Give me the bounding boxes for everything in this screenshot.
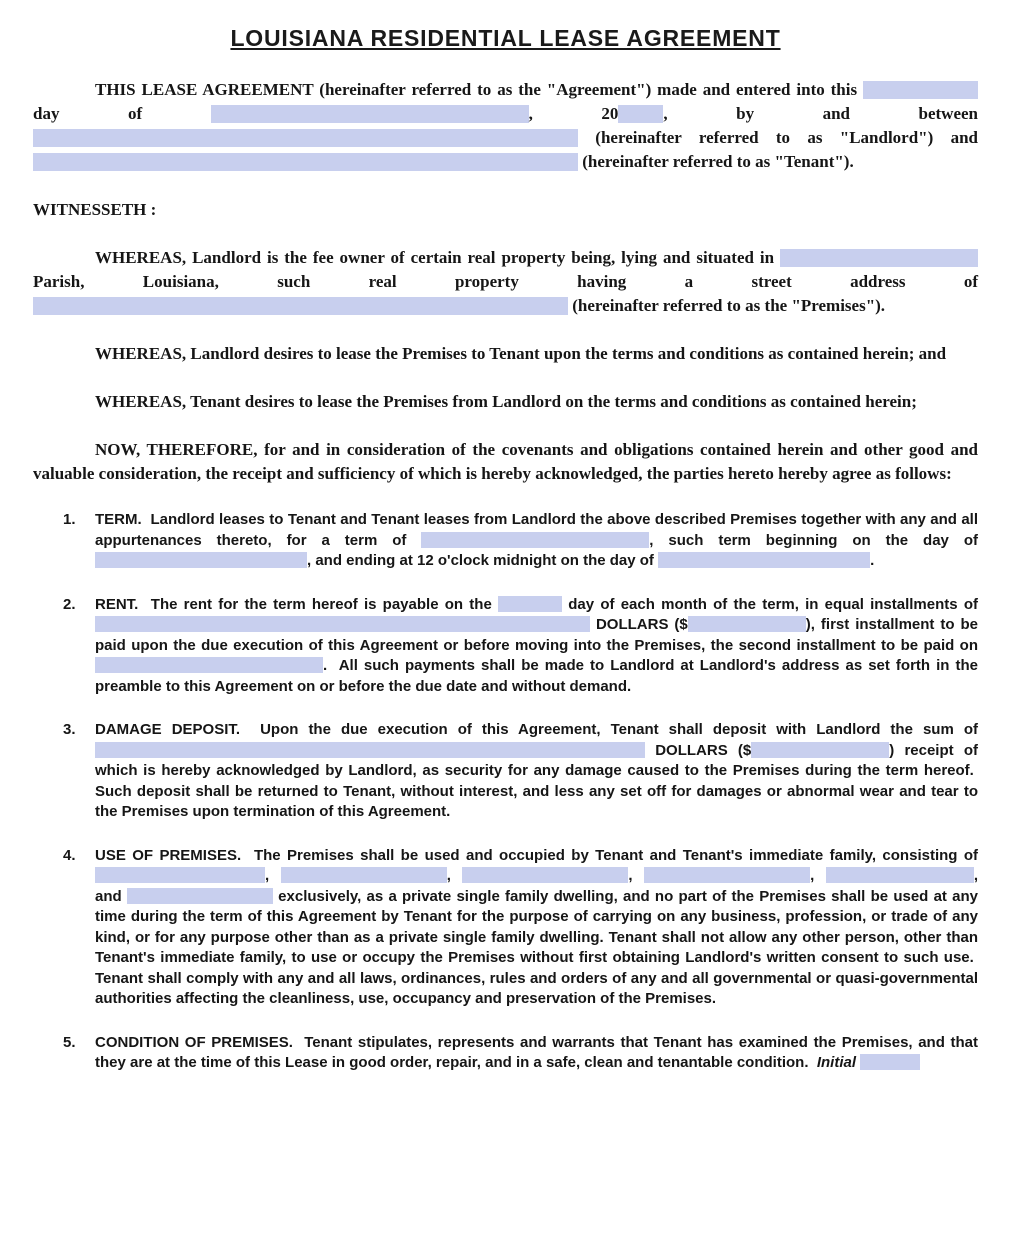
text-run: The Premises shall be used and occupied by Tenant and Tenant's immediate family, consisting of [253,846,978,864]
opening-paragraph [33,78,978,174]
text-run: , 20 [528,104,619,123]
section-damage-deposit [33,720,978,823]
occupant-2-field[interactable] [281,867,447,883]
text-run: THIS LEASE AGREEMENT (hereinafter referred to as the "Agreement") made and entered into this [95,80,863,99]
month-field[interactable] [211,105,529,123]
rent-amount-words-field[interactable] [95,616,590,632]
occupant-4-field[interactable] [644,867,810,883]
landlord-name-field[interactable] [33,129,578,147]
item-number: 4. [63,846,76,864]
text-run: , and ending at 12 o'clock midnight on the day of [307,552,659,569]
text-run: . [870,552,875,569]
text-run: , [628,867,645,884]
rent-amount-numeric-field[interactable] [688,616,806,632]
text-run: ), first installment to be paid upon the due execution of this Agreement or before moving into the Premises, the second installment to be paid on [95,616,979,654]
section-use-of-premises-heading: USE OF PREMISES. [95,846,254,864]
text-run: Upon the due execution of this Agreement, Tenant shall deposit with Landlord the sum of [260,721,978,738]
lease-term-field[interactable] [421,532,649,548]
text-run: (hereinafter referred to as "Tenant"). [578,152,854,171]
term-start-date-field[interactable] [95,552,307,568]
text-run: , by and between [663,104,978,123]
text-run: ) receipt of which is hereby acknowledged by Landlord, as security for any damage caused to the Premises during the term hereof. Such deposit shall be returned to Tenant, without interest, and less any set off for damages or abnormal wear and tear to the Premises upon termination of this Agreement. [95,741,978,820]
occupant-3-field[interactable] [462,867,628,883]
occupant-1-field[interactable] [95,867,265,883]
parish-field[interactable] [780,249,978,267]
term-end-date-field[interactable] [658,552,870,568]
text-run: The rent for the term hereof is payable on the [150,595,499,613]
section-condition-of-premises [33,1033,978,1074]
initials-field[interactable] [860,1054,920,1070]
text-run: Parish, Louisiana, such real property having a street address of [33,272,978,291]
text-run: WHEREAS, Landlord desires to lease the Premises to Tenant upon the terms and conditions as contained herein; and [95,344,947,363]
tenant-name-field[interactable] [33,153,578,171]
text-run: , such term beginning on the day of [649,531,978,549]
deposit-amount-words-field[interactable] [95,742,645,758]
text-run: WITNESSETH : [33,200,157,219]
section-rent-heading: RENT. [95,595,151,613]
text-run: WHEREAS, Tenant desires to lease the Premises from Landlord on the terms and conditions as contained herein; [95,392,917,411]
item-number: 1. [63,511,76,528]
text-run: Tenant stipulates, represents and warrants that Tenant has examined the Premises, and that they are at the time of this Lease in good order, repair, and in a safe, clean and tenantable condition. [95,1033,978,1071]
text-run: WHEREAS, Landlord is the fee owner of certain real property being, lying and situated in [95,248,780,267]
text-run: (hereinafter referred to as the "Premises"). [568,296,886,315]
section-rent [33,595,978,698]
day-field[interactable] [863,81,978,99]
text-run: NOW, THEREFORE, for and in consideration of the covenants and obligations contained herein and other good and valuable consideration, the receipt and sufficiency of which is hereby acknowledged, the parties hereto hereby agree as follows: [33,440,978,483]
text-run: , [265,867,281,884]
text-run: DOLLARS ($ [590,616,688,633]
text-run: . All such payments shall be made to Landlord at Landlord's address as set forth in the preamble to this Agreement on or before the due date and without demand. [95,657,978,695]
text-run: Landlord leases to Tenant and Tenant leases from Landlord the above described Premises together with any and all appurtenances thereto, for a term of [95,511,979,549]
text-run: , [446,867,463,884]
section-term-heading: TERM. [95,511,151,528]
text-run: day of [33,104,211,123]
year-field[interactable] [618,105,663,123]
document-title: LOUISIANA RESIDENTIAL LEASE AGREEMENT [230,25,781,51]
whereas-tenant-paragraph [33,390,978,414]
now-therefore-paragraph [33,438,978,486]
initial-label: Initial [816,1054,861,1071]
text-run: , and [95,867,978,905]
section-damage-deposit-heading: DAMAGE DEPOSIT. [95,721,261,738]
text-run: exclusively, as a private single family dwelling, and no part of the Premises shall be used at any time during the term of this Agreement by Tenant for the purpose of carrying on any business, profession, or trade of any kind, or for any purpose other than as a private single family dwelling. Tenant shall not allow any other person, other than Tenant's immediate family, to use or occupy the Premises without first obtaining Landlord's written consent to such use. Tenant shall comply with any and all laws, ordinances, rules and orders of any and all governmental or quasi-governmental authorities affecting the cleanliness, use, occupancy and preservation of the Premises. [95,887,979,1007]
text-run: DOLLARS ($ [645,741,752,759]
whereas-ownership-paragraph [33,246,978,318]
text-run: , [810,867,826,884]
whereas-landlord-paragraph [33,342,978,366]
second-installment-date-field[interactable] [95,657,323,673]
item-number: 2. [63,595,76,613]
section-condition-of-premises-heading: CONDITION OF PREMISES. [95,1033,305,1051]
section-term [33,510,978,572]
occupant-6-field[interactable] [127,888,273,904]
item-number: 5. [63,1033,76,1051]
text-run: (hereinafter referred to as "Landlord") and [578,128,978,147]
rent-due-day-field[interactable] [498,596,562,612]
witnesseth-heading [33,198,978,222]
item-number: 3. [63,721,76,738]
street-address-field[interactable] [33,297,568,315]
occupant-5-field[interactable] [826,867,974,883]
document-body [33,78,978,1074]
deposit-amount-numeric-field[interactable] [751,742,889,758]
section-use-of-premises [33,846,978,1010]
text-run: day of each month of the term, in equal installments of [562,595,978,613]
